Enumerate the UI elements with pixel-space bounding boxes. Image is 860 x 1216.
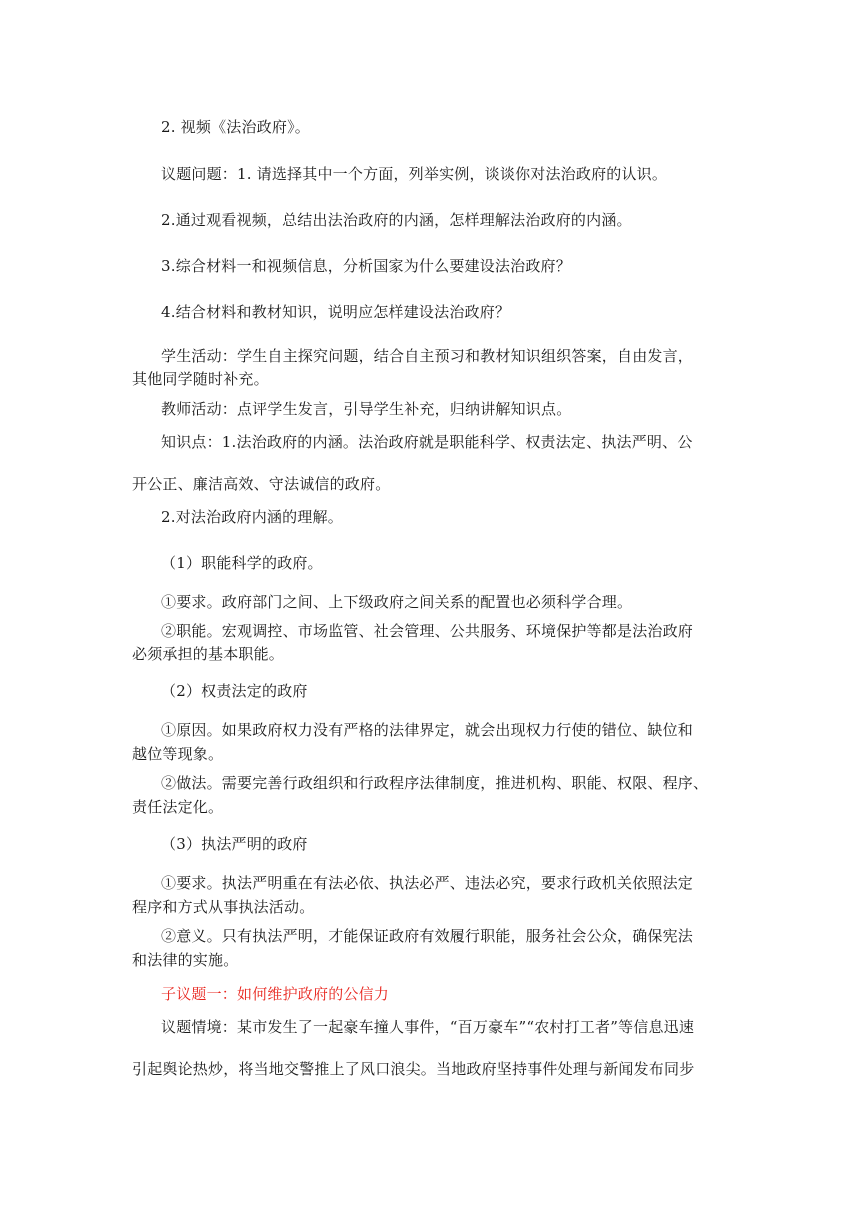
text-line: ②意义。只有执法严明，才能保证政府有效履行职能，服务社会公众，确保宪法 <box>161 927 694 945</box>
text-line: 知识点：1.法治政府的内涵。法治政府就是职能科学、权责法定、执法严明、公 <box>161 433 693 451</box>
text-line: 必须承担的基本职能。 <box>132 645 285 663</box>
text-line: （3）执法严明的政府 <box>161 835 308 853</box>
text-line: ①要求。执法严明重在有法必依、执法必严、违法必究，要求行政机关依照法定 <box>161 874 694 892</box>
text-line: 3.综合材料一和视频信息，分析国家为什么要建设法治政府？ <box>161 257 571 275</box>
text-line: 4.结合材料和教材知识，说明应怎样建设法治政府？ <box>161 303 511 321</box>
text-line: 2.通过观看视频，总结出法治政府的内涵，怎样理解法治政府的内涵。 <box>161 211 632 229</box>
text-line: 教师活动：点评学生发言，引导学生补充，归纳讲解知识点。 <box>161 400 572 418</box>
text-line: 开公正、廉洁高效、守法诚信的政府。 <box>132 475 391 493</box>
text-line: 责任法定化。 <box>132 798 224 816</box>
text-line: 引起舆论热炒，将当地交警推上了风口浪尖。当地政府坚持事件处理与新闻发布同步 <box>132 1060 695 1078</box>
text-line: ①原因。如果政府权力没有严格的法律界定，就会出现权力行使的错位、缺位和 <box>161 721 694 739</box>
text-line: 议题问题：1. 请选择其中一个方面，列举实例，谈谈你对法治政府的认识。 <box>161 165 668 183</box>
text-line: 2.对法治政府内涵的理解。 <box>161 508 343 526</box>
text-line: ②做法。需要完善行政组织和行政程序法律制度，推进机构、职能、权限、程序、 <box>161 774 709 792</box>
text-line: 越位等现象。 <box>132 745 224 763</box>
text-line: 其他同学随时补充。 <box>132 370 269 388</box>
section-heading: 子议题一：如何维护政府的公信力 <box>161 985 390 1003</box>
text-line: 程序和方式从事执法活动。 <box>132 898 315 916</box>
text-line: ②职能。宏观调控、市场监管、社会管理、公共服务、环境保护等都是法治政府 <box>161 622 694 640</box>
text-line: ①要求。政府部门之间、上下级政府之间关系的配置也必须科学合理。 <box>161 593 633 611</box>
text-line: （1）职能科学的政府。 <box>161 554 323 572</box>
text-line: 和法律的实施。 <box>132 951 239 969</box>
text-line: 学生活动：学生自主探究问题，结合自主预习和教材知识组织答案，自由发言， <box>161 347 694 365</box>
text-line: 2. 视频《法治政府》。 <box>161 118 310 136</box>
text-line: 议题情境：某市发生了一起豪车撞人事件，“百万豪车”“农村打工者”等信息迅速 <box>161 1018 695 1036</box>
text-line: （2）权责法定的政府 <box>161 682 308 700</box>
